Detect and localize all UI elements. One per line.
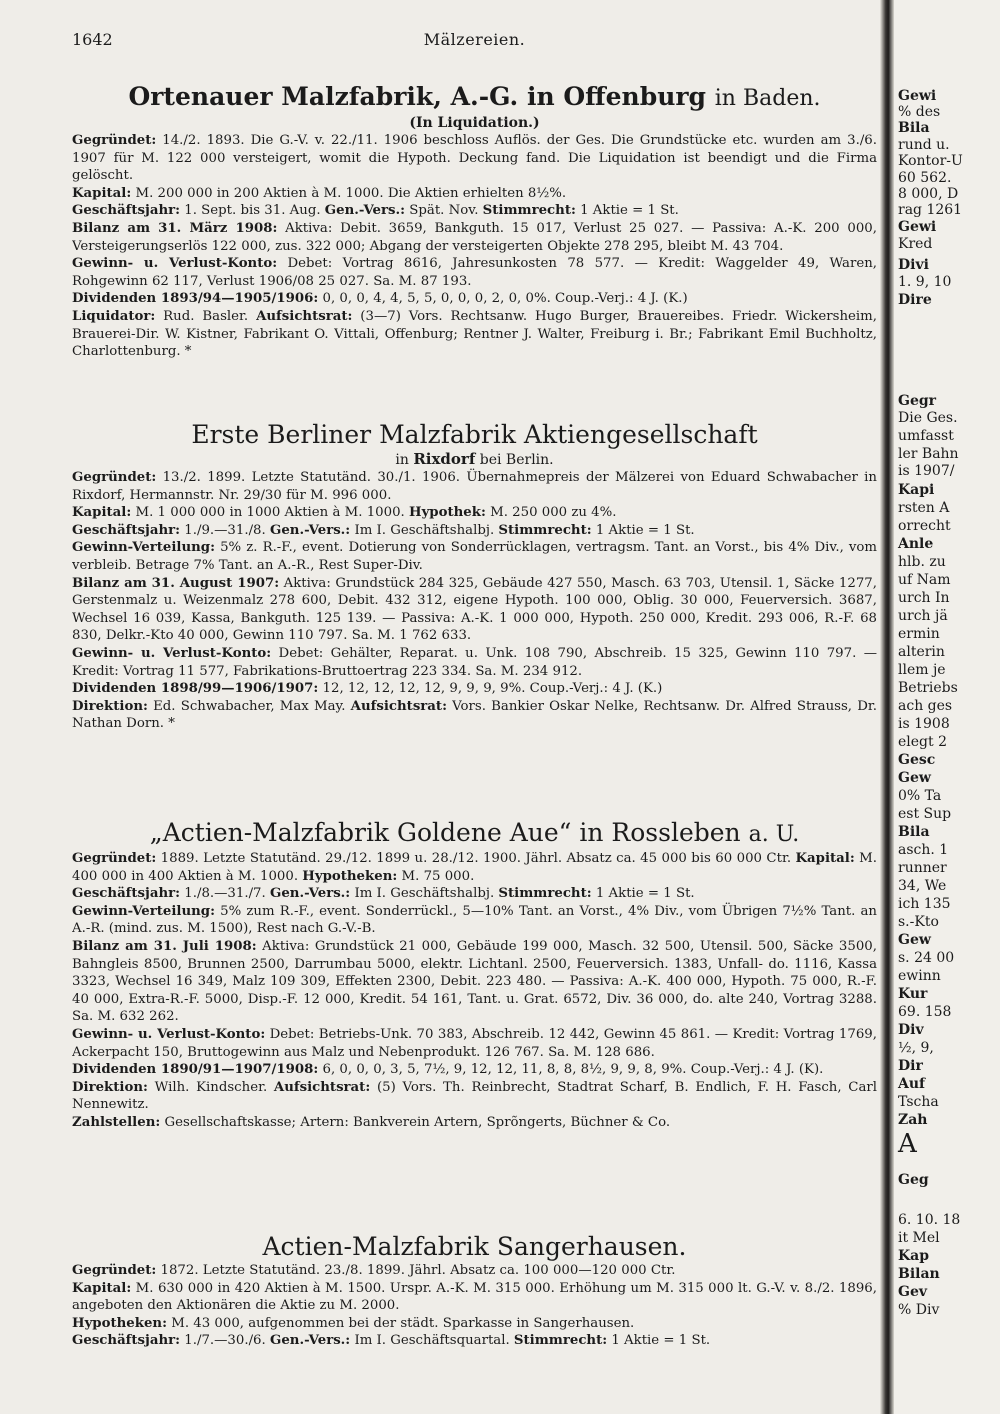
entry-subtitle: (In Liquidation.)	[409, 115, 540, 131]
adjacent-page-text: ach ges	[898, 698, 953, 714]
adjacent-page-text: urch jä	[898, 608, 948, 624]
adjacent-page-text: 60 562.	[898, 170, 952, 186]
entry-erste-berliner	[72, 420, 877, 733]
running-title: Mälzereien.	[423, 30, 526, 49]
adjacent-page-text: ich 135	[898, 896, 951, 912]
adjacent-page-text: Kapi	[898, 482, 935, 498]
entry-title: Ortenauer Malzfabrik, A.-G. in Offenburg in Baden.	[128, 82, 821, 111]
adjacent-page-text: Gegr	[898, 393, 937, 409]
entry-paragraph: Gegründet: 13./2. 1899. Letzte Statutänd. 30./1. 1906. Übernahmepreis der Mälzerei von Eduard Schwabacher in Rixdorf, Hermannstr. Nr. 29/30 für M. 996 000.	[72, 470, 877, 503]
entry-paragraph: Gegründet: 14./2. 1893. Die G.-V. v. 22./11. 1906 beschloss Auflös. der Ges. Die Grundstücke etc. wurden am 3./6. 1907 für M. 122 000 versteigert, womit die Hypoth. Deckung fand. Die Liquidation ist beendigt und die Firma gelöscht.	[72, 133, 877, 184]
adjacent-page-text: s.-Kto	[898, 914, 939, 930]
adjacent-page-text: umfasst	[898, 428, 954, 444]
page-header	[72, 30, 877, 52]
entry-location: in Rixdorf bei Berlin.	[395, 450, 554, 468]
entry-body	[72, 1262, 877, 1350]
adjacent-page-text: Kap	[898, 1248, 930, 1264]
page-number: 1642	[72, 30, 113, 49]
adjacent-page-text: llem je	[898, 662, 946, 678]
book-gutter	[880, 0, 894, 1414]
adjacent-page-text: Die Ges.	[898, 410, 958, 426]
entry-paragraph: Direktion: Wilh. Kindscher. Aufsichtsrat: (5) Vors. Th. Reinbrecht, Stadtrat Scharf, B. Endlich, F. H. Fasch, Carl Nennewitz.	[72, 1079, 877, 1113]
entry-body	[72, 469, 877, 733]
entry-paragraph: Bilanz am 31. Juli 1908: Aktiva: Grundstück 21 000, Gebäude 199 000, Masch. 32 500, Utensil. 500, Säcke 3500, Bahngleis 8500, Brunnen 2500, Darrumbau 5000, elektr. Lichtanl. 2500, Feuerversich. 1383, Unfall- do. 1116, Kassa 3323, Wechsel 16 349, Malz 109 309, Effekten 2300, Debit. 223 480. — Passiva: A.-K. 400 000, Hypoth. 75 000, R.-F. 40 000, Extra-R.-F. 5000, Disp.-F. 12 000, Kredit. 54 161, Tant. u. Grat. 6572, Div. 36 000, do. alte 240, Vortrag 3288. Sa. M. 632 262.	[72, 938, 877, 1025]
entry-ortenauer	[72, 82, 877, 361]
adjacent-page-text: Bila	[898, 120, 930, 136]
adjacent-page-text: A	[898, 1129, 917, 1159]
adjacent-page-text: % des	[898, 104, 941, 120]
adjacent-page-text: Divi	[898, 257, 929, 273]
adjacent-page-text: urch In	[898, 590, 950, 606]
entry-paragraph: Dividenden 1890/91—1907/1908: 6, 0, 0, 0, 3, 5, 7½, 9, 12, 12, 11, 8, 8, 8½, 9, 9, 8, 9%. Coup.-Verj.: 4 J. (K).	[72, 1062, 824, 1078]
adjacent-page-text: it Mel	[898, 1230, 940, 1246]
entry-paragraph: Gewinn- u. Verlust-Konto: Debet: Betriebs-Unk. 70 383, Abschreib. 12 442, Gewinn 45 861. — Kredit: Vortrag 1769, Ackerpacht 150, Bruttogewinn aus Malz und Nebenprodukt. 126 767. Sa. M. 128 686.	[72, 1026, 877, 1060]
adjacent-page-text: ½, 9,	[898, 1040, 934, 1056]
adjacent-page-text: Zah	[898, 1112, 928, 1128]
entry-paragraph: Hypotheken: M. 43 000, aufgenommen bei der städt. Sparkasse in Sangerhausen.	[72, 1315, 635, 1331]
adjacent-page-text: ermin	[898, 626, 940, 642]
adjacent-page-text: est Sup	[898, 806, 952, 822]
adjacent-page-text: Geg	[898, 1172, 929, 1188]
adjacent-page-text: rund u.	[898, 137, 950, 153]
adjacent-page-text: 8 000, D	[898, 186, 959, 202]
adjacent-page-text: 69. 158	[898, 1004, 952, 1020]
entry-paragraph: Gewinn-Verteilung: 5% zum R.-F., event. Sonderrückl., 5—10% Tant. an Vorst., 4% Div., vom Übrigen 7½% Tant. an A.-R. (mind. zus. M. 1500), Rest nach G.-V.-B.	[72, 903, 877, 937]
entry-paragraph: Geschäftsjahr: 1. Sept. bis 31. Aug. Gen.-Vers.: Spät. Nov. Stimmrecht: 1 Aktie = 1 St.	[72, 203, 679, 219]
entry-paragraph: Dividenden 1893/94—1905/1906: 0, 0, 0, 4, 4, 5, 5, 0, 0, 0, 2, 0, 0%. Coup.-Verj.: 4 J. (K.)	[72, 291, 688, 307]
entry-goldene-aue	[72, 818, 877, 1132]
adjacent-page-text: Bilan	[898, 1266, 940, 1282]
entry-paragraph: Liquidator: Rud. Basler. Aufsichtsrat: (3—7) Vors. Rechtsanw. Hugo Burger, Brauereibes. Friedr. Wickersheim, Brauerei-Dir. W. Kistner, Fabrikant O. Vittali, Offenburg; Rentner J. Walter, Freiburg i. Br.; Fabrikant Emil Buchholtz, Charlottenburg. *	[72, 308, 877, 360]
adjacent-page-text: Betriebs	[898, 680, 958, 696]
entry-title: „Actien-Malzfabrik Goldene Aue“ in Rossleben a. U.	[149, 818, 800, 847]
adjacent-page-text: alterin	[898, 644, 945, 660]
main-column	[72, 0, 877, 1414]
entry-paragraph: Gewinn- u. Verlust-Konto: Debet: Vortrag 8616, Jahresunkosten 78 577. — Kredit: Waggelder 49, Waren, Rohgewinn 62 117, Verlust 1906/08 25 027. Sa. M. 87 193.	[72, 256, 877, 289]
adjacent-page-text: % Div	[898, 1302, 940, 1318]
adjacent-page-text: Gesc	[898, 752, 936, 768]
adjacent-page-text: hlb. zu	[898, 554, 946, 570]
adjacent-page-text: Dire	[898, 292, 932, 308]
adjacent-page-text: 34, We	[898, 878, 947, 894]
entry-paragraph: Gegründet: 1872. Letzte Statutänd. 23./8. 1899. Jährl. Absatz ca. 100 000—120 000 Ctr.	[72, 1263, 676, 1278]
adjacent-page-text: Kur	[898, 986, 928, 1002]
adjacent-page-text: Anle	[898, 536, 934, 552]
entry-paragraph: Geschäftsjahr: 1./9.—31./8. Gen.-Vers.: Im I. Geschäftshalbj. Stimmrecht: 1 Aktie = 1 St.	[72, 522, 695, 538]
adjacent-page-text: rsten A	[898, 500, 950, 516]
entry-body	[72, 850, 877, 1132]
adjacent-page-text: rag 1261	[898, 202, 963, 218]
adjacent-page-text: is 1908	[898, 716, 950, 732]
adjacent-page-text: runner	[898, 860, 947, 876]
entry-paragraph: Gewinn- u. Verlust-Konto: Debet: Gehälter, Reparat. u. Unk. 108 790, Abschreib. 15 325, Gewinn 110 797. — Kredit: Vortrag 11 577, Fabrikations-Bruttoertrag 223 334. Sa. M. 234 912.	[72, 645, 877, 679]
entry-paragraph: Kapital: M. 200 000 in 200 Aktien à M. 1000. Die Aktien erhielten 8½%.	[72, 185, 567, 201]
adjacent-page-text: elegt 2	[898, 734, 947, 750]
adjacent-page-text: asch. 1	[898, 842, 949, 858]
adjacent-page-text: is 1907/	[898, 463, 955, 479]
entry-sangerhausen	[72, 1232, 877, 1350]
entry-paragraph: Geschäftsjahr: 1./7.—30./6. Gen.-Vers.: Im I. Geschäftsquartal. Stimmrecht: 1 Aktie = 1 St.	[72, 1333, 711, 1349]
adjacent-page-text: Gewi	[898, 219, 937, 235]
adjacent-page-text: Gewi	[898, 88, 937, 104]
adjacent-page-text: Kontor-U	[898, 153, 963, 169]
entry-paragraph: Bilanz am 31. März 1908: Aktiva: Debit. 3659, Bankguth. 15 017, Verlust 25 027. — Passiva: A.-K. 200 000, Versteigerungserlös 122 000, zus. 322 000; Abgang der versteigerten Objekte 278 295, bleibt M. 43 704.	[72, 220, 877, 254]
adjacent-page-text: Gew	[898, 770, 931, 786]
adjacent-page-text: Kred	[898, 236, 933, 252]
adjacent-page-text: Gew	[898, 932, 931, 948]
entry-title: Erste Berliner Malzfabrik Aktiengesellschaft	[191, 420, 758, 449]
entry-paragraph: Gewinn-Verteilung: 5% z. R.-F., event. Dotierung von Sonderrücklagen, vertragsm. Tant. an Vorst., bis 4% Div., vom verbleib. Betrage 7% Tant. an A.-R., Rest Super-Div.	[72, 540, 877, 573]
entry-location-place: Rixdorf	[413, 450, 476, 468]
adjacent-page-text: orrecht	[898, 518, 951, 534]
adjacent-page-text: Dir	[898, 1058, 923, 1074]
adjacent-page-text: Tscha	[898, 1094, 939, 1110]
entry-body	[72, 132, 877, 361]
entry-paragraph: Kapital: M. 1 000 000 in 1000 Aktien à M. 1000. Hypothek: M. 250 000 zu 4%.	[72, 505, 617, 521]
adjacent-page-text: 6. 10. 18	[898, 1212, 961, 1228]
entry-paragraph: Direktion: Ed. Schwabacher, Max May. Aufsichtsrat: Vors. Bankier Oskar Nelke, Rechtsanw. Dr. Alfred Strauss, Dr. Nathan Dorn. *	[72, 698, 877, 732]
entry-paragraph: Geschäftsjahr: 1./8.—31./7. Gen.-Vers.: Im I. Geschäftshalbj. Stimmrecht: 1 Aktie = 1 St.	[72, 886, 695, 902]
entry-title: Actien-Malzfabrik Sangerhausen.	[262, 1232, 687, 1261]
adjacent-page-text: s. 24 00	[898, 950, 955, 966]
entry-paragraph: Gegründet: 1889. Letzte Statutänd. 29./12. 1899 u. 28./12. 1900. Jährl. Absatz ca. 45 000 bis 60 000 Ctr. Kapital: M. 400 000 in 400 Aktien à M. 1000. Hypotheken: M. 75 000.	[72, 851, 877, 884]
adjacent-page-text: Gev	[898, 1284, 927, 1300]
adjacent-page-text: 0% Ta	[898, 788, 942, 804]
adjacent-page-text: 1. 9, 10	[898, 274, 952, 290]
adjacent-page-text: Bila	[898, 824, 930, 840]
adjacent-page-text: Auf	[898, 1076, 926, 1092]
adjacent-page-text: ler Bahn	[898, 446, 959, 462]
adjacent-page-fragment	[894, 0, 1000, 1414]
entry-paragraph: Kapital: M. 630 000 in 420 Aktien à M. 1500. Urspr. A.-K. M. 315 000. Erhöhung um M. 315 000 lt. G.-V. v. 8./2. 1896, angeboten den Aktionären die Aktie zu M. 2000.	[72, 1280, 877, 1314]
adjacent-page-text: uf Nam	[898, 572, 951, 588]
adjacent-page-text: ewinn	[898, 968, 941, 984]
adjacent-page-text: Div	[898, 1022, 924, 1038]
entry-paragraph: Dividenden 1898/99—1906/1907: 12, 12, 12, 12, 12, 9, 9, 9, 9%. Coup.-Verj.: 4 J. (K.)	[72, 681, 663, 697]
entry-paragraph: Zahlstellen: Gesellschaftskasse; Artern: Bankverein Artern, Sprõngerts, Büchner & Co.	[72, 1114, 671, 1130]
entry-paragraph: Bilanz am 31. August 1907: Aktiva: Grundstück 284 325, Gebäude 427 550, Masch. 63 703, Utensil. 1, Säcke 1277, Gerstenmalz u. Weizenmalz 278 600, Debit. 432 312, eigene Hypoth. 100 000, Oblig. 30 000, Feuerversich. 3687, Wechsel 16 039, Kassa, Bankguth. 125 139. — Passiva: A.-K. 1 000 000, Hypoth. 250 000, Kredit. 293 006, R.-F. 68 830, Delkr.-Kto 40 000, Gewinn 110 797. Sa. M. 1 762 633.	[72, 575, 877, 644]
